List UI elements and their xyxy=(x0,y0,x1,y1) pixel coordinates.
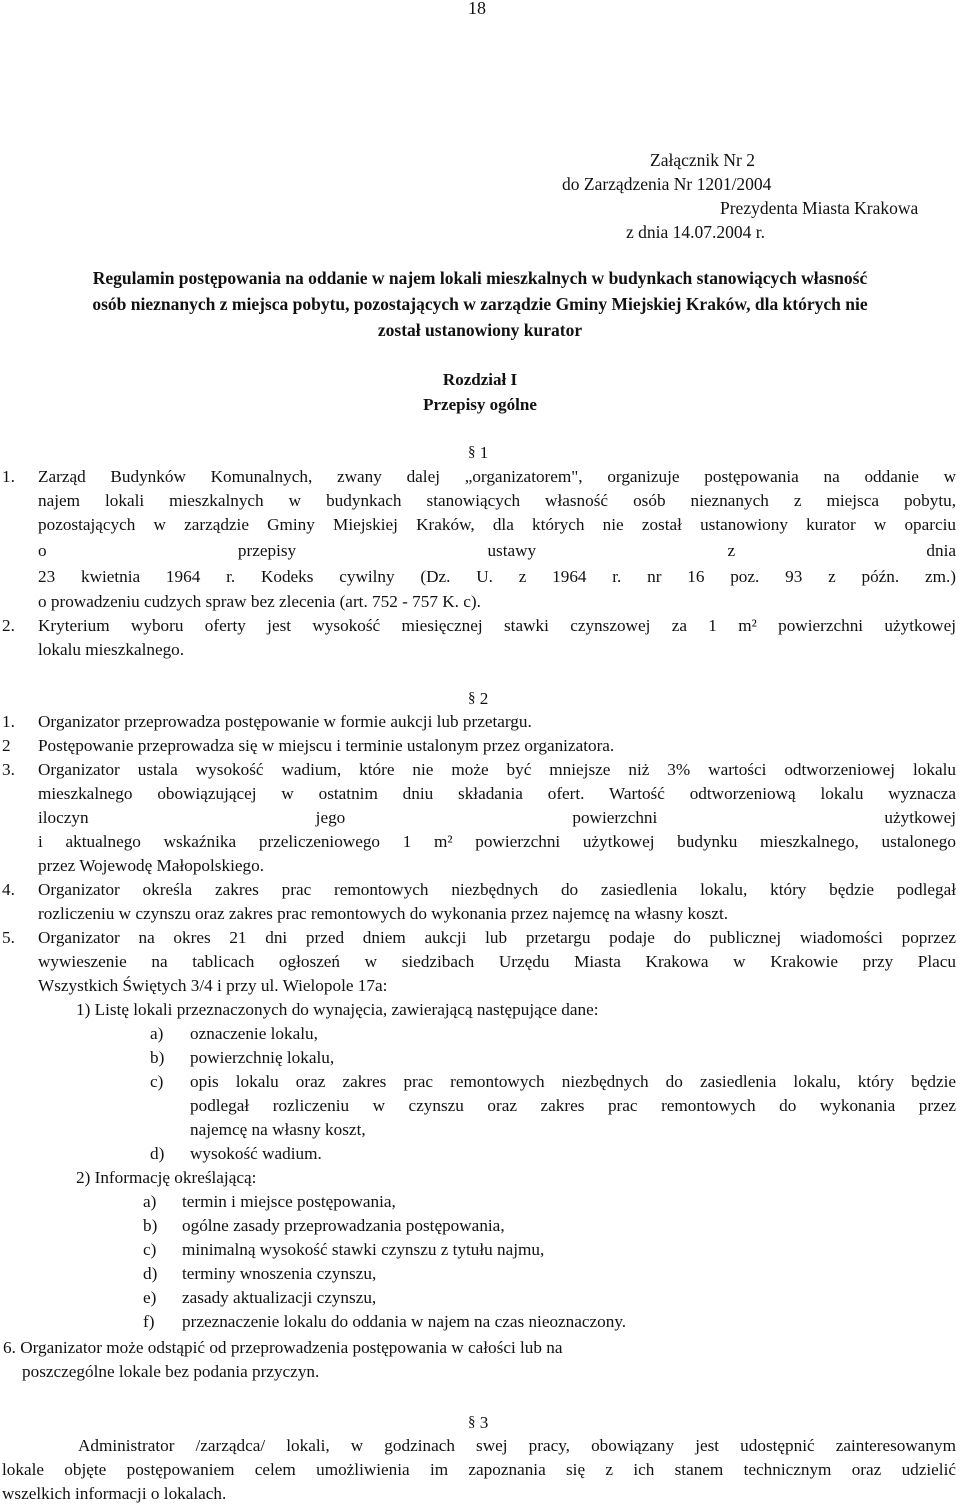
paragraph-line: wywieszenie na tablicach ogłoszeń w siedzibach Urzędu Miasta Krakowa w Krakowie przy Placu xyxy=(38,952,956,971)
sublist-text: terminy wnoszenia czynszu, xyxy=(182,1264,377,1283)
list-item-number: 1. xyxy=(2,712,15,731)
paragraph-line: Postępowanie przeprowadza się w miejscu i terminie ustalonym przez organizatora. xyxy=(38,736,615,755)
sublist-text: najemcę na własny koszt, xyxy=(190,1120,366,1139)
section-sign-icon: § xyxy=(468,1414,476,1430)
sublist-letter: d) xyxy=(143,1264,158,1283)
sublist-letter: a) xyxy=(143,1192,157,1211)
paragraph-line: poszczególne lokale bez podania przyczyn. xyxy=(22,1362,320,1381)
section-number: 3 xyxy=(479,1413,489,1432)
sublist-letter: b) xyxy=(143,1216,158,1235)
list-item-number: 5. xyxy=(2,928,15,947)
paragraph-line: o prowadzeniu cudzych spraw bez zlecenia (art. 752 - 757 K. c). xyxy=(38,592,481,611)
sublist-letter: b) xyxy=(150,1048,165,1067)
paragraph-line: Organizator przeprowadza postępowanie w formie aukcji lub przetargu. xyxy=(38,712,532,731)
sublist-text: powierzchnię lokalu, xyxy=(190,1048,335,1067)
sublist-letter: d) xyxy=(150,1144,165,1163)
paragraph-line: Wszystkich Świętych 3/4 i przy ul. Wielopole 17a: xyxy=(38,976,388,995)
document-title-line-2: osób nieznanych z miejsca pobytu, pozostających w zarządzie Gminy Miejskiej Kraków, dla których nie xyxy=(92,294,868,314)
paragraph-line: przez Wojewodę Małopolskiego. xyxy=(38,856,264,875)
ordinance-ref: do Zarządzenia Nr 1201/2004 xyxy=(562,174,772,194)
list-item-number: 4. xyxy=(2,880,15,899)
list-item-number: 2 xyxy=(2,736,11,755)
paragraph-line: Kryterium wyboru oferty jest wysokość miesięcznej stawki czynszowej za 1 m² powierzchni użytkowej xyxy=(38,616,956,635)
paragraph-line: rozliczeniu w czynszu oraz zakres prac remontowych do wykonania przez najemcę na własny koszt. xyxy=(38,904,729,923)
sublist-text: termin i miejsce postępowania, xyxy=(182,1192,396,1211)
section-number: 1 xyxy=(479,443,489,462)
section-number: 2 xyxy=(479,689,489,708)
paragraph-line: Organizator na okres 21 dni przed dniem aukcji lub przetargu podaje do publicznej wiadomości poprzez xyxy=(38,928,956,947)
paragraph-line: mieszkalnego obowiązującej w ostatnim dniu składania ofert. Wartość odtworzeniową lokalu wyznacza xyxy=(38,784,956,803)
sublist-letter: f) xyxy=(143,1312,155,1331)
paragraph-line: i aktualnego wskaźnika przeliczeniowego 1 m² powierzchni użytkowej budynku mieszkalnego, ustalonego xyxy=(38,832,956,851)
paragraph-line: o przepisy ustawy z dnia xyxy=(38,541,956,560)
sublist-text: oznaczenie lokalu, xyxy=(190,1024,318,1043)
paragraph-line: Administrator /zarządca/ lokali, w godzinach swej pracy, obowiązany jest udostępnić zainteresowanym xyxy=(78,1436,956,1455)
section-2-heading xyxy=(468,686,488,711)
sublist-letter: a) xyxy=(150,1024,164,1043)
paragraph-line: najem lokali mieszkalnych w budynkach stanowiących własność osób nieznanych z miejsca pobytu, xyxy=(38,491,956,510)
sublist-text: zasady aktualizacji czynszu, xyxy=(182,1288,377,1307)
paragraph-line: wszelkich informacji o lokalach. xyxy=(2,1484,227,1503)
sublist-letter: e) xyxy=(143,1288,157,1307)
issuer: Prezydenta Miasta Krakowa xyxy=(720,198,919,218)
chapter-label: Rozdział I xyxy=(442,370,518,389)
section-sign-icon: § xyxy=(468,444,476,460)
annex-label: Załącznik Nr 2 xyxy=(650,150,755,170)
sublist-text: przeznaczenie lokalu do oddania w najem na czas nieoznaczony. xyxy=(182,1312,627,1331)
section-sign-icon: § xyxy=(468,690,476,706)
paragraph-line: Zarząd Budynków Komunalnych, zwany dalej „organizatorem", organizuje postępowania na oddanie w xyxy=(38,467,956,486)
sublist-text: wysokość wadium. xyxy=(190,1144,322,1163)
sublist-text: opis lokalu oraz zakres prac remontowych niezbędnych do zasiedlenia lokalu, który będzie xyxy=(190,1072,956,1091)
section-3-heading xyxy=(468,1410,488,1435)
paragraph-line: Organizator określa zakres prac remontowych niezbędnych do zasiedlenia lokalu, który będzie podlegał xyxy=(38,880,956,899)
list-item-number: 1. xyxy=(2,467,15,486)
document-title-line-3: został ustanowiony kurator xyxy=(377,320,583,340)
paragraph-line: lokale objęte postępowaniem celem umożliwienia im zapoznania się z ich stanem technicznym oraz udzielić xyxy=(2,1460,956,1479)
sublist-text: minimalną wysokość stawki czynszu z tytułu najmu, xyxy=(182,1240,545,1259)
paragraph-line: pozostających w zarządzie Gminy Miejskiej Kraków, dla których nie został ustanowiony kurator w oparciu xyxy=(38,515,956,534)
sublist-text: podlegał rozliczeniu w czynszu oraz zakres prac remontowych do wykonania przez xyxy=(190,1096,956,1115)
page-number: 18 xyxy=(468,0,486,18)
list-item-number: 2. xyxy=(2,616,15,635)
paragraph-line: Organizator ustala wysokość wadium, które nie może być mniejsze niż 3% wartości odtworzeniowej lokalu xyxy=(38,760,956,779)
sublist-letter: c) xyxy=(150,1072,164,1091)
sublist-heading: 2) Informację określającą: xyxy=(76,1168,257,1187)
paragraph-line: iloczyn jego powierzchni użytkowej xyxy=(38,808,956,827)
issue-date: z dnia 14.07.2004 r. xyxy=(626,222,766,242)
sublist-letter: c) xyxy=(143,1240,157,1259)
list-item-number: 3. xyxy=(2,760,15,779)
sublist-heading: 1) Listę lokali przeznaczonych do wynajęcia, zawierającą następujące dane: xyxy=(76,1000,599,1019)
section-1-heading xyxy=(468,440,488,465)
chapter-name: Przepisy ogólne xyxy=(423,395,537,414)
paragraph-line: 6. Organizator może odstąpić od przeprowadzenia postępowania w całości lub na xyxy=(3,1338,563,1357)
document-title-line-1: Regulamin postępowania na oddanie w najem lokali mieszkalnych w budynkach stanowiących własność xyxy=(92,268,868,288)
paragraph-line: lokalu mieszkalnego. xyxy=(38,640,185,659)
paragraph-line: 23 kwietnia 1964 r. Kodeks cywilny (Dz. U. z 1964 r. nr 16 poz. 93 z późn. zm.) xyxy=(38,567,956,586)
sublist-text: ogólne zasady przeprowadzania postępowania, xyxy=(182,1216,505,1235)
